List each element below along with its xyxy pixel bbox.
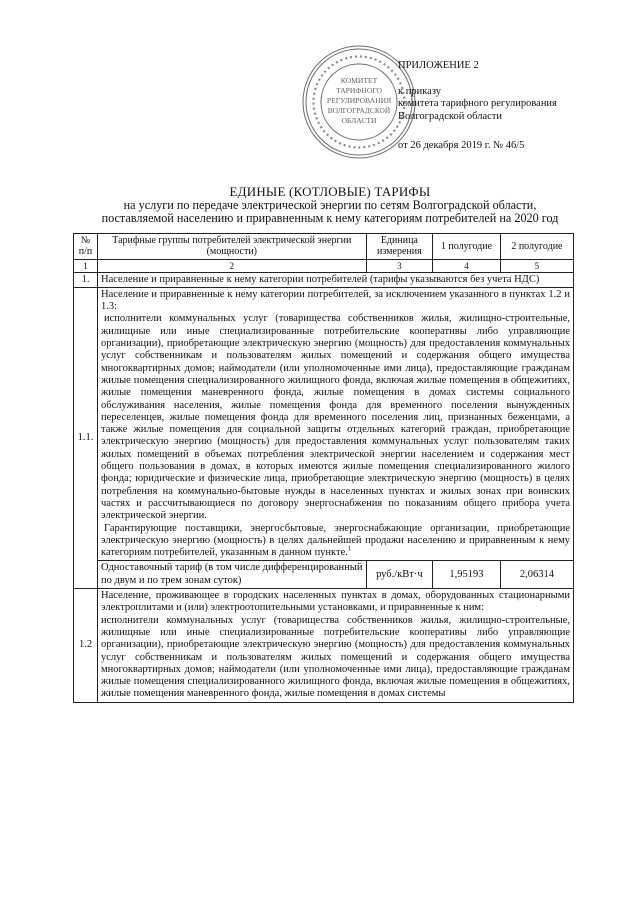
tariff-second-half-value: 2,06314 [500,561,573,589]
document-subtitle-line-1: на услуги по передаче электрической энергии по сетям Волгоградской области, [123,197,537,212]
appendix-title: ПРИЛОЖЕНИЕ 2 [398,60,479,71]
table-row [74,272,574,287]
row-paragraph: исполнители коммунальных услуг (товарищества собственников жилья, жилищно-строительные, жилищные или иные специализированные потребительские кооперативы либо управляющие организации), приобретающие электрическую энергию (мощность) для предоставления коммунальных услуг собственникам и пользователям жилых помещений и содержания общего имущества многоквартирных домов; наймодатели (или уполномоченные ими лица), предоставляющие гражданам жилые помещения специализированного жилищного фонда, включая жилые помещения в общежитиях, жилые помещения маневренного фонда, жилые помещения в домах системы социального обслуживания населения, жилые помещения фонда для временного поселения вынужденных переселенцев, жилые помещения фонда для временного поселения лиц, признанных беженцами, а также жилые помещения для социальной защиты отдельных категорий граждан, приобретающие электрическую энергию (мощность) для предоставления коммунальных услуг пользователям таких жилых помещений в объемах потребления электрической энергии населением и содержания мест общего пользования в домах, в которых имеются жилые помещения специализированного жилого фонда; юридические и физические лица, приобретающие электрическую энергию (мощность) в целях потребления на коммунально-бытовые нужды в населенных пунктах и жилых зонах при воинских частях и рассчитывающиеся по договору энергоснабжения по показаниям общего прибора учета электрической энергии. [101,313,570,522]
tariff-name: Одноставочный тариф (в том числе дифференцированный по двум и по трем зонам суток) [98,561,367,589]
appendix-block [398,60,633,153]
document-heading [60,185,600,226]
tariff-first-half-value: 1,95193 [433,561,501,589]
svg-text:ОБЛАСТИ: ОБЛАСТИ [341,116,377,125]
svg-text:КОМИТЕТ: КОМИТЕТ [340,76,378,85]
header-second-half-year: 2 полугодие [500,234,573,260]
document-title: ЕДИНЫЕ (КОТЛОВЫЕ) ТАРИФЫ [229,184,431,199]
column-number: 1 [74,259,98,272]
header-tariff-groups: Тарифные группы потребителей электрической энергии (мощности) [98,234,367,260]
row-paragraph: Население и приравненные к нему категории потребителей, за исключением указанного в пунктах 1.2 и 1.3: [101,288,570,313]
table-row [74,287,574,561]
header-first-half-year: 1 полугодие [433,234,501,260]
svg-text:ВОЛГОГРАДСКОЙ: ВОЛГОГРАДСКОЙ [327,106,391,115]
row-description [98,287,574,561]
column-number: 4 [433,259,501,272]
row-paragraph-text: Гарантирующие поставщики, энергосбытовые, энергоснабжающие организации, приобретающие электрическую энергию (мощность) в целях дальнейшей продажи населению и приравненным к нему категориям потребителей, указанным в данном пункте. [101,522,570,559]
appendix-region-line: Волгоградской области [398,110,503,122]
row-paragraph [101,523,570,560]
tariffs-table [73,233,574,703]
row-paragraph: исполнители коммунальных услуг (товарищества собственников жилья, жилищно-строительные, жилищные или иные специализированные потребительские кооперативы либо управляющие организации), приобретающие электрическую энергию (мощность) для предоставления коммунальных услуг собственникам и пользователям жилых помещений и содержания общего имущества многоквартирных домов; наймодатели (или уполномоченные ими лица), предоставляющие гражданам жилые помещения специализированного жилищного фонда, включая жилые помещения в общежитиях, жилые помещения маневренного фонда, жилые помещения в домах системы [101,614,570,700]
appendix-committee-line: комитета тарифного регулирования [398,98,557,110]
appendix-order-date: от 26 декабря 2019 г. № 46/5 [398,140,525,152]
footnote-mark: 1 [347,544,352,553]
svg-text:ТАРИФНОГО: ТАРИФНОГО [335,86,383,95]
appendix-order-line: к приказу [398,85,441,97]
column-number: 3 [366,259,433,272]
header-unit: Единица измерения [366,234,433,260]
column-number: 5 [500,259,573,272]
column-number: 2 [98,259,367,272]
table-row [74,589,574,703]
row-description: Население и приравненные к нему категории потребителей (тарифы указываются без учета НДС) [98,272,574,287]
row-number: 1.2 [74,589,98,703]
tariff-unit: руб./кВт·ч [366,561,433,589]
header-number: № п/п [74,234,98,260]
document-subtitle-line-2: поставляемой населению и приравненным к нему категориям потребителей на 2020 год [101,211,559,226]
table-header-row [74,234,574,260]
svg-text:РЕГУЛИРОВАНИЯ: РЕГУЛИРОВАНИЯ [326,96,392,105]
row-number: 1.1. [74,287,98,588]
row-paragraph: Население, проживающее в городских населенных пунктах в домах, оборудованных стационарными электроплитами и (или) электроотопительными установками, и приравненные к ним: [101,590,570,614]
tariff-row [74,561,574,589]
row-description [98,589,574,703]
column-number-row [74,259,574,272]
row-number: 1. [74,272,98,287]
